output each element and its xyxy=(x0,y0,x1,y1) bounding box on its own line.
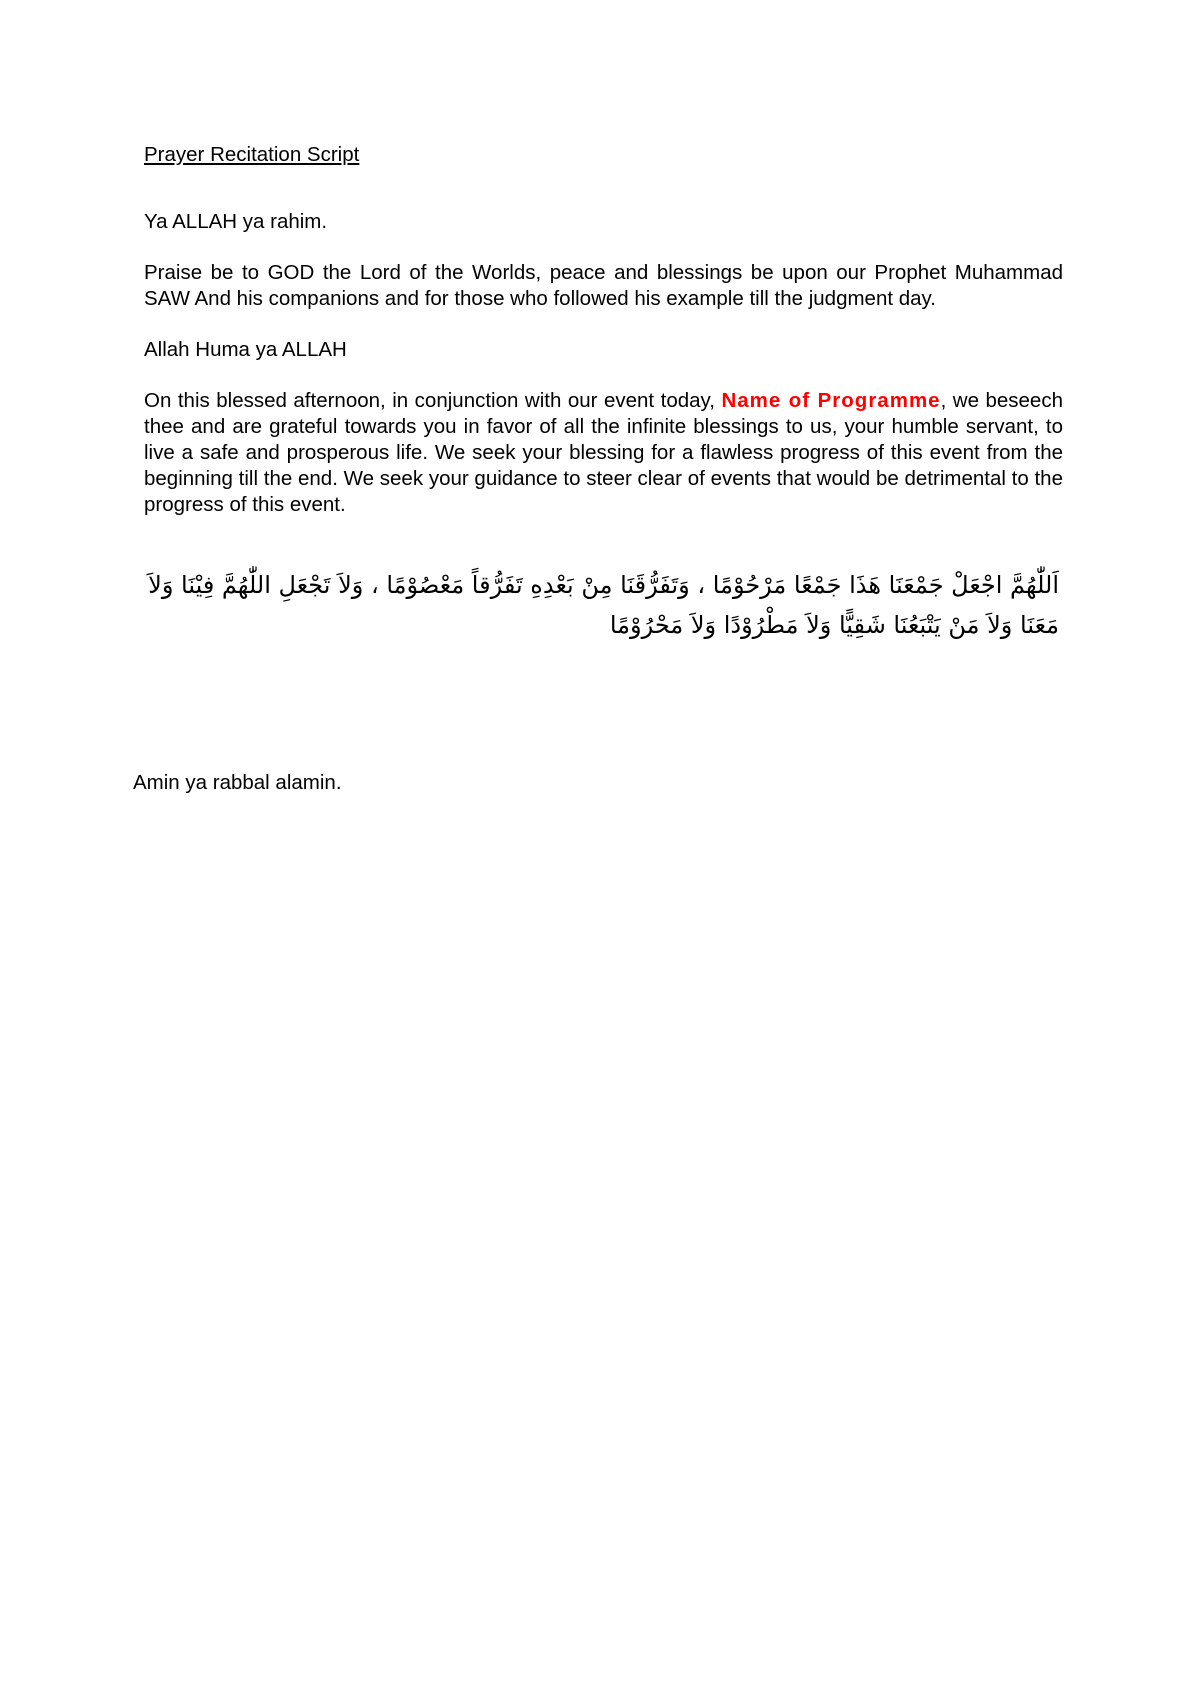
document-title: Prayer Recitation Script xyxy=(144,143,360,166)
greeting-line: Ya ALLAH ya rahim. xyxy=(144,210,328,233)
supplication-text-end: , we beseech thee and are grateful towards you in favor of all the infinite blessings to us, your humble servant, to live a safe and prosperous life. We seek your blessing for a flawless progress of this event from the beginning till the end. We seek your guidance to steer clear of events that would be detrimental to the progress of this event. xyxy=(144,389,1063,516)
document-body xyxy=(144,142,1063,645)
supplication-paragraph xyxy=(144,388,1063,518)
invocation-line: Allah Huma ya ALLAH xyxy=(144,338,347,361)
praise-paragraph: Praise be to GOD the Lord of the Worlds, peace and blessings be upon our Prophet Muhammad SAW And his companions and for those who followed his example till the judgment day. xyxy=(144,261,1063,310)
programme-name-placeholder: Name of Programme xyxy=(721,389,941,412)
closing-line: Amin ya rabbal alamin. xyxy=(133,771,342,794)
arabic-prayer: اَللّٰهُمَّ اجْعَلْ جَمْعَنَا هَذَا جَمْعًا مَرْحُوْمًا ، وَتَفَرُّقَنَا مِنْ بَعْدِهِ تَفَرُّقاً مَعْصُوْمًا ، وَلاَ تَجْعَلِ اللّٰهُمَّ فِيْنَا وَلاَ مَعَنَا وَلاَ مَنْ يَتْبَعُنَا شَقِيًّا وَلاَ مَطْرُوْدًا وَلاَ مَحْرُوْمًا xyxy=(148,571,1059,639)
supplication-text-start: On this blessed afternoon, in conjunction with our event today, xyxy=(144,389,722,412)
